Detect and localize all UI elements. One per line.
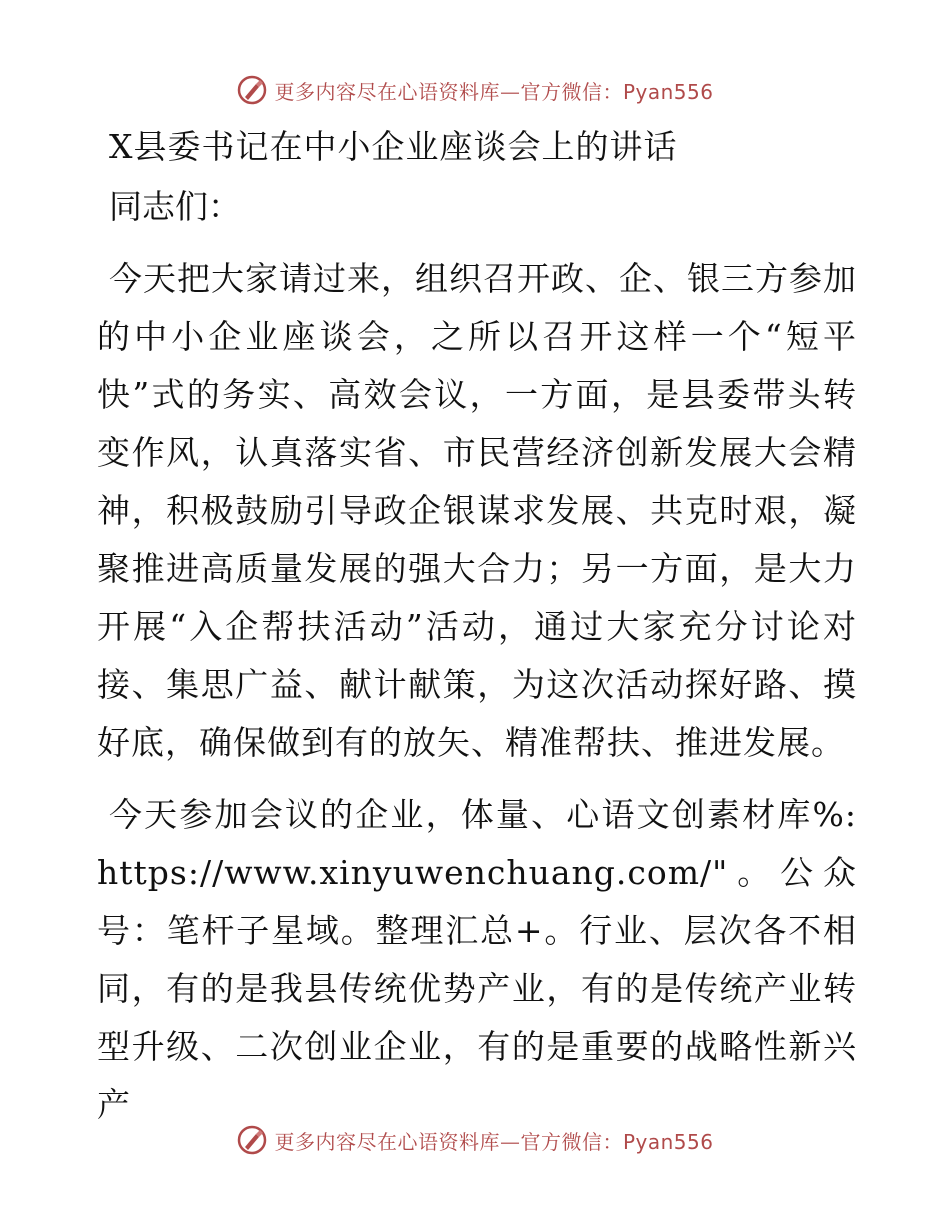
salutation: 同志们： [109, 187, 241, 226]
watermark-contact: 官方微信：Pyan556 [520, 79, 714, 104]
document-title: X县委书记在中小企业座谈会上的讲话 [109, 127, 678, 166]
document-body [97, 122, 857, 1148]
pen-logo-icon [236, 1124, 268, 1156]
watermark-text [274, 1126, 713, 1155]
watermark-separator: — [499, 79, 521, 104]
watermark-text [274, 76, 713, 105]
watermark-separator: — [499, 1129, 521, 1154]
footer-watermark [0, 1118, 950, 1162]
watermark-main: 更多内容尽在心语资料库 [274, 79, 500, 104]
paragraph-1: 今天把大家请过来，组织召开政、企、银三方参加的中小企业座谈会，之所以召开这样一个“短平快”式的务实、高效会议，一方面，是县委带头转变作风，认真落实省、市民营经济创新发展大会精神，积极鼓励引导政企银谋求发展、共克时艰，凝聚推进高质量发展的强大合力；另一方面，是大力开展“入企帮扶活动”活动，通过大家充分讨论对接、集思广益、献计献策，为这次活动探好路、摸好底，确保做到有的放矢、精准帮扶、推进发展。 [97, 259, 857, 762]
watermark-main: 更多内容尽在心语资料库 [274, 1129, 500, 1154]
pen-logo-icon [236, 74, 268, 106]
watermark-contact: 官方微信：Pyan556 [520, 1129, 714, 1154]
header-watermark [0, 68, 950, 112]
paragraph-2: 今天参加会议的企业，体量、心语文创素材库%: https://www.xinyuwenchuang.com/"。公众号：笔杆子星域。整理汇总+。行业、层次各不相同，有的是我县传统优势产业，有的是传统产业转型升级、二次创业企业，有的是重要的战略性新兴产 [97, 795, 857, 1124]
